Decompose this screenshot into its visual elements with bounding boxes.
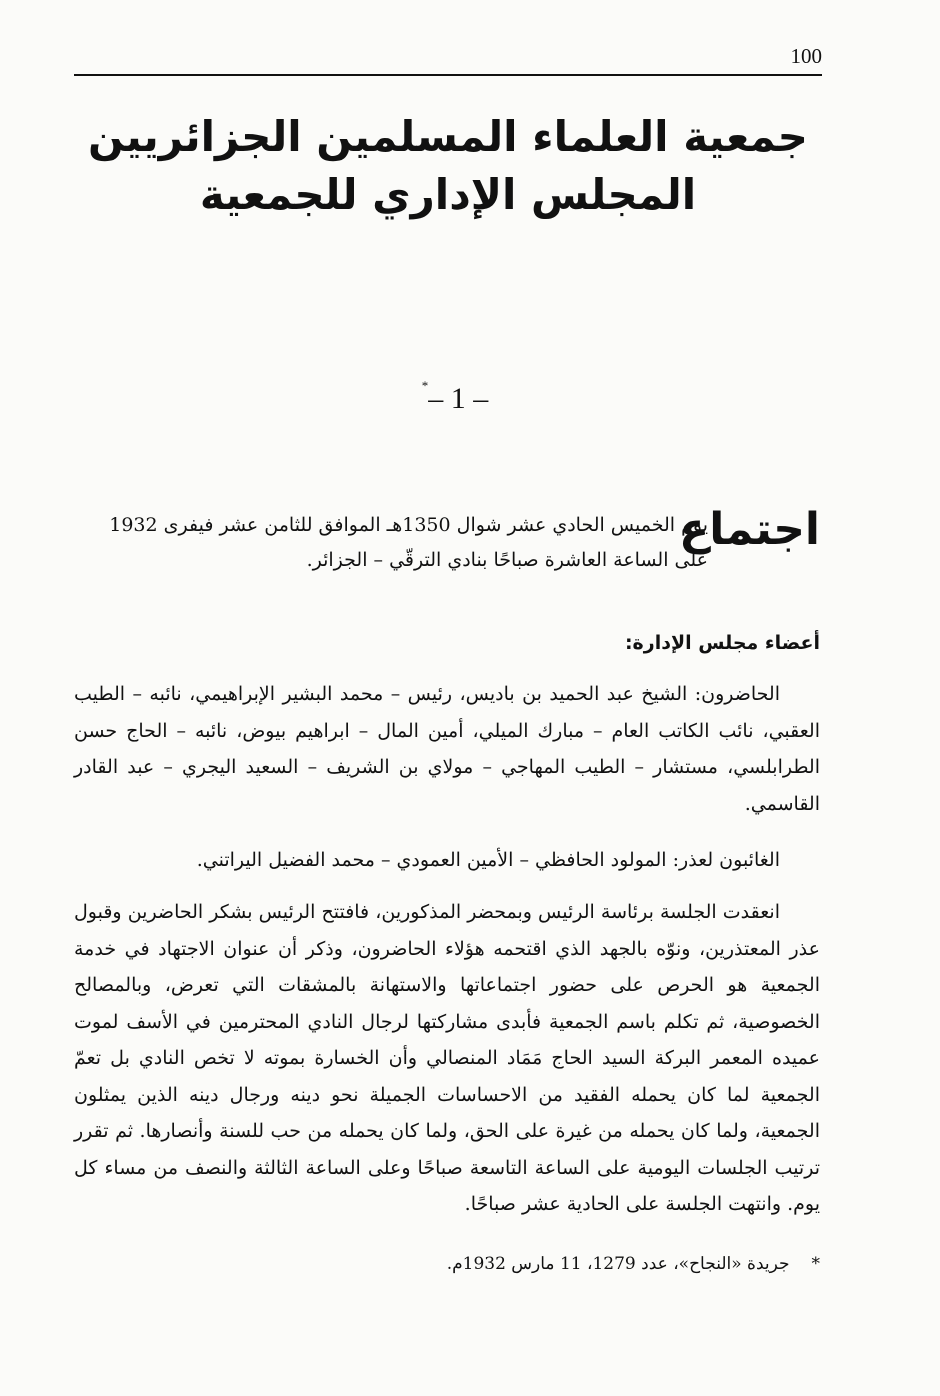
footnote-text: جريدة «النجاح»، عدد 1279، 11 مارس 1932م. <box>446 1254 790 1274</box>
minutes-paragraph: انعقدت الجلسة برئاسة الرئيس وبمحضر المذكورين، فافتتح الرئيس بشكر الحاضرين وقبول عذر المعتذرين، ونوّه بالجهد الذي اقتحمه هؤلاء الحاضرون، وذكر أن عنوان الاجتهاد في خدمة الجمعية هو الحرص على حضور اجتماعاتها والاستهانة بالمشقات التي تعرض، وبالمصالح الخصوصية، ثم تكلم باسم الجمعية فأبدى مشاركتها لرجال النادي المحترمين في الأسف لموت عميده المعمر البركة السيد الحاج مَمَاد المنصالي وأن الخسارة بموته لا تخص النادي بل تعمّ الجمعية لما كان يحمله الفقيد من الاحساسات الجميلة نحو دينه ورجال دينه الذين يمثلون الجمعية، ولما كان يحمله من غيرة على الحق، ولما كان يحمله من حب للسنة وأنصارها. ثم تقرر ترتيب الجلسات اليومية على الساعة التاسعة صباحًا وعلى الساعة الثالثة والنصف من مساء كل يوم. وانتهت الجلسة على الحادية عشر صباحًا. <box>74 901 820 1215</box>
meeting-place-line: على الساعة العاشرة صباحًا بنادي الترقّي – الجزائر. <box>306 549 708 571</box>
meeting-intro <box>74 508 708 578</box>
footnote-marker: * <box>811 1254 820 1274</box>
page-subtitle: المجلس الإداري للجمعية <box>199 170 697 219</box>
section-footnote-marker: * <box>421 378 429 393</box>
page-title: جمعية العلماء المسلمين الجزائريين <box>88 112 808 161</box>
header-rule <box>74 74 822 76</box>
footnote <box>74 1250 820 1278</box>
meeting-date-line: يوم الخميس الحادي عشر شوال 1350هـ الموافق للثامن عشر فيفرى 1932 <box>109 514 708 536</box>
section-number-text: – 1 – <box>428 382 489 415</box>
meeting-tag: اجتماع <box>679 504 820 555</box>
section-number <box>0 378 910 416</box>
present-members-paragraph: الحاضرون: الشيخ عبد الحميد بن باديس، رئيس – محمد البشير الإبراهيمي، نائبه – الطيب العقبي، نائب الكاتب العام – مبارك الميلي، أمين المال – ابراهيم بيوض، نائبه – الحاج حسن الطرابلسي، مستشار – الطيب المهاجي – مولاي بن الشريف – السعيد اليجري – عبد القادر القاسمي. <box>74 683 820 815</box>
members-heading: أعضاء مجلس الإدارة: <box>624 632 820 654</box>
absent-members-paragraph: الغائبون لعذر: المولود الحافظي – الأمين العمودي – محمد الفضيل اليراتني. <box>196 849 780 871</box>
page-number: 100 <box>790 44 822 68</box>
